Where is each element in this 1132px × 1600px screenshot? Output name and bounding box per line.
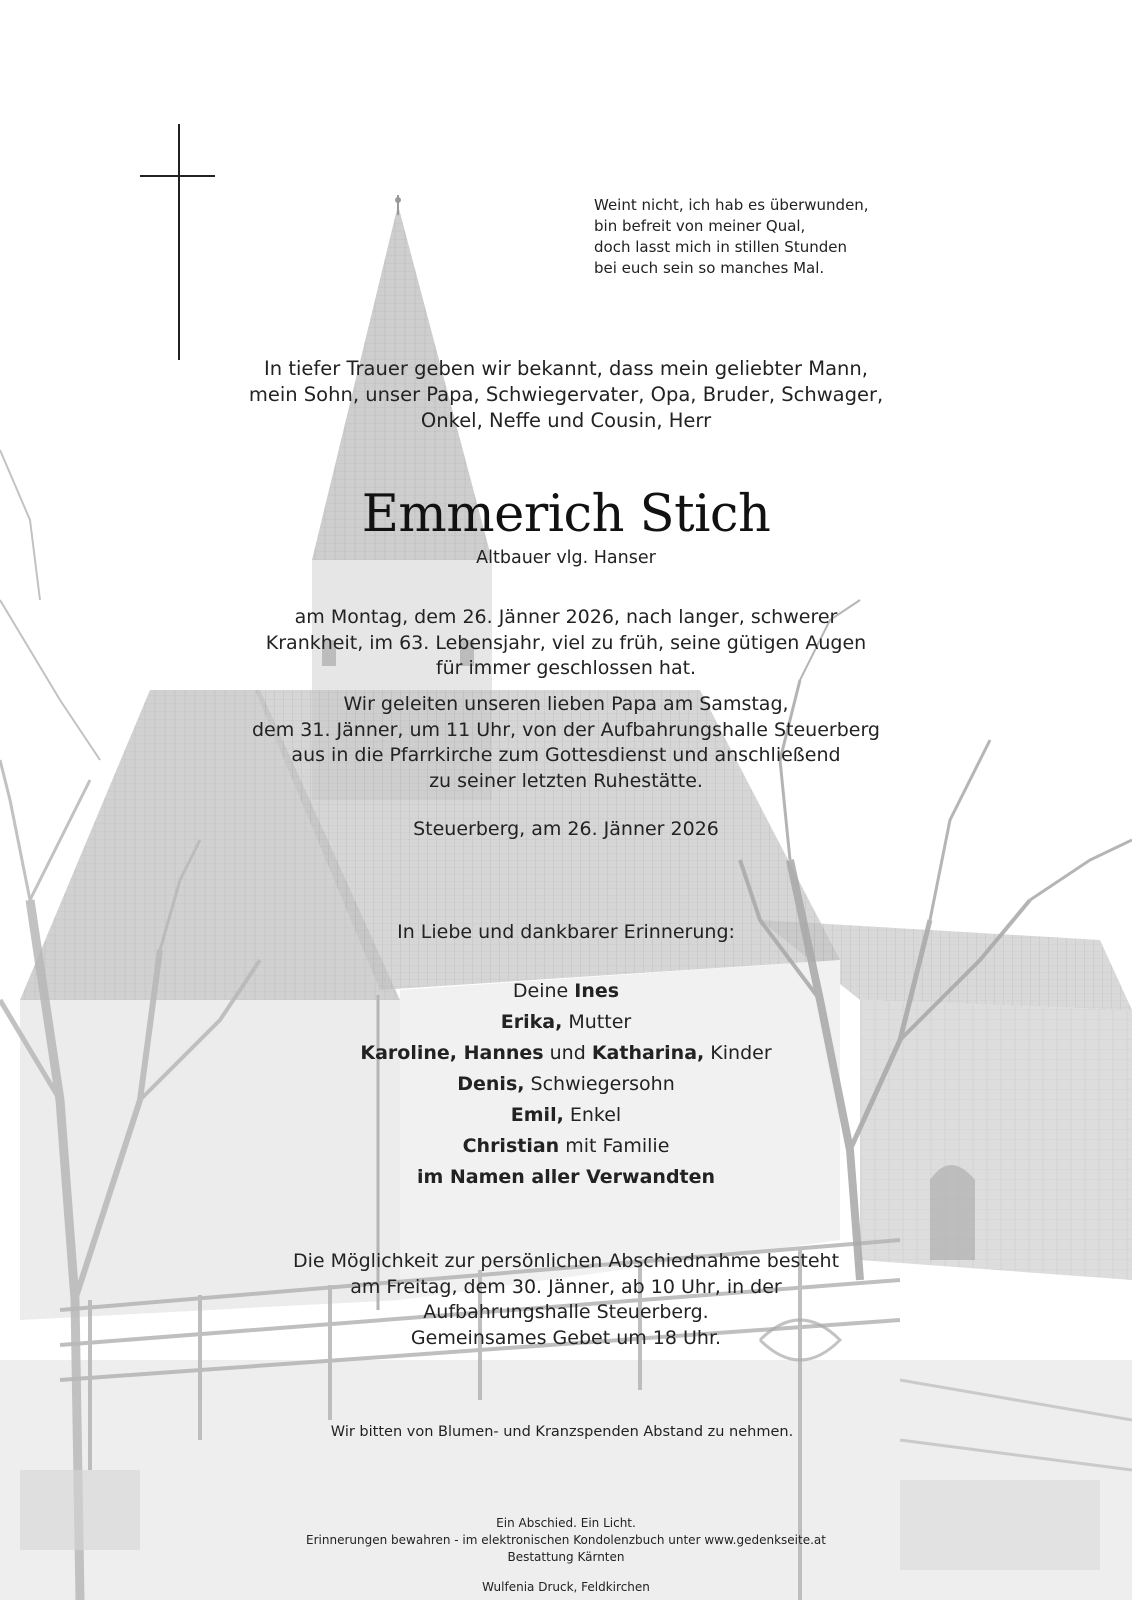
death-line: Krankheit, im 63. Lebensjahr, viel zu früh, seine gütigen Augen: [265, 631, 867, 654]
footer: [306, 1515, 826, 1566]
mourners-list: [360, 976, 771, 1193]
funeral-line: Wir geleiten unseren lieben Papa am Samstag,: [343, 693, 789, 715]
intro-line: mein Sohn, unser Papa, Schwiegervater, Opa, Bruder, Schwager,: [248, 383, 884, 406]
death-line: am Montag, dem 26. Jänner 2026, nach langer, schwerer: [294, 606, 838, 628]
donation-note: Wir bitten von Blumen- und Kranzspenden Abstand zu nehmen.: [330, 1424, 794, 1440]
funeral-notice: [252, 692, 880, 794]
mourner-row: Christian mit Familie: [462, 1135, 670, 1157]
intro-line: Onkel, Neffe und Cousin, Herr: [420, 409, 712, 432]
poem-line: bei euch sein so manches Mal.: [594, 259, 825, 277]
farewell-line: Die Möglichkeit zur persönlichen Abschiednahme besteht: [292, 1250, 840, 1272]
death-notice: [266, 605, 866, 682]
farewell-line: Gemeinsames Gebet um 18 Uhr.: [410, 1326, 722, 1349]
announcement-intro: [249, 356, 883, 434]
farewell-line: Aufbahrungshalle Steuerberg.: [423, 1301, 709, 1323]
mourner-row: Denis, Schwiegersohn: [457, 1073, 675, 1095]
farewell-line: am Freitag, dem 30. Jänner, ab 10 Uhr, in der: [350, 1275, 782, 1298]
place-date: Steuerberg, am 26. Jänner 2026: [413, 818, 719, 840]
funeral-line: zu seiner letzten Ruhestätte.: [429, 769, 703, 792]
footer-line: Bestattung Kärnten: [507, 1550, 625, 1564]
mourners-intro: In Liebe und dankbarer Erinnerung:: [397, 921, 735, 943]
deceased-subtitle: Altbauer vlg. Hanser: [476, 548, 656, 568]
mourner-row: Erika, Mutter: [500, 1011, 632, 1033]
footer-line: Ein Abschied. Ein Licht.: [496, 1516, 636, 1530]
poem: [594, 195, 869, 279]
intro-line: In tiefer Trauer geben wir bekannt, dass mein geliebter Mann,: [264, 357, 868, 380]
funeral-line: dem 31. Jänner, um 11 Uhr, von der Aufbahrungshalle Steuerberg: [252, 718, 880, 741]
funeral-line: aus in die Pfarrkirche zum Gottesdienst und anschließend: [291, 744, 841, 766]
mourner-row: Emil, Enkel: [510, 1104, 622, 1126]
mourner-row: Deine Ines: [512, 980, 620, 1002]
farewell-notice: [293, 1249, 839, 1351]
mourner-row: Karoline, Hannes und Katharina, Kinder: [360, 1042, 772, 1064]
footer-line: Erinnerungen bewahren - im elektronischen Kondolenzbuch unter www.gedenkseite.at: [306, 1533, 826, 1547]
poem-line: bin befreit von meiner Qual,: [594, 217, 806, 235]
death-line: für immer geschlossen hat.: [435, 657, 697, 679]
poem-line: Weint nicht, ich hab es überwunden,: [594, 196, 869, 214]
poem-line: doch lasst mich in stillen Stunden: [594, 238, 847, 256]
mourner-row: im Namen aller Verwandten: [416, 1166, 716, 1188]
printer-credit: Wulfenia Druck, Feldkirchen: [482, 1580, 650, 1594]
deceased-name: Emmerich Stich: [361, 485, 771, 544]
